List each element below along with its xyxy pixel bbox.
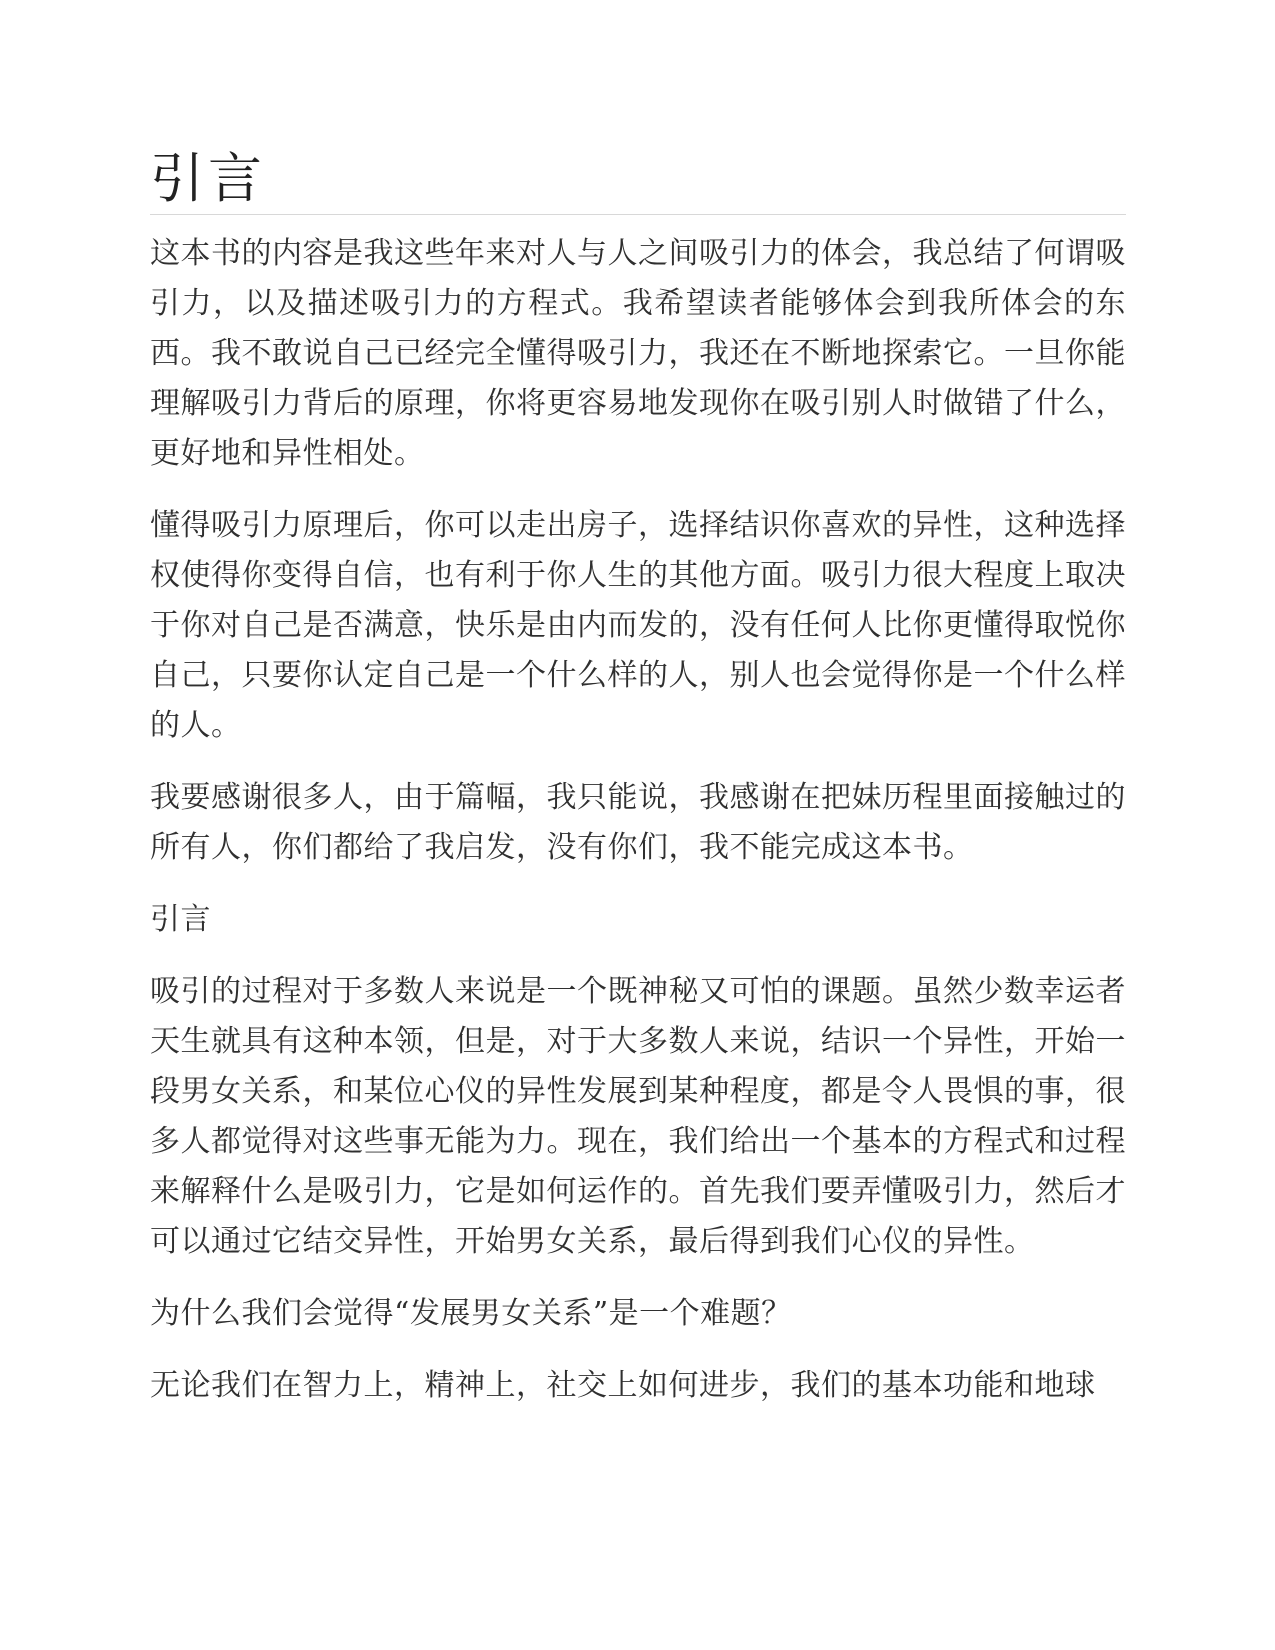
- document-page: [150, 140, 1126, 1433]
- section-question-heading: 为什么我们会觉得“发展男女关系”是一个难题？: [150, 1296, 792, 1331]
- page-title: 引言: [150, 147, 266, 210]
- paragraph-acknowledgements: 我要感谢很多人，由于篇幅，我只能说，我感谢在把妹历程里面接触过的所有人，你们都给了我启发，没有你们，我不能完成这本书。: [150, 780, 1126, 865]
- paragraph-continuation: 无论我们在智力上，精神上，社交上如何进步，我们的基本功能和地球: [150, 1368, 1096, 1403]
- paragraph-attraction-process: 吸引的过程对于多数人来说是一个既神秘又可怕的课题。虽然少数幸运者天生就具有这种本领，但是，对于大多数人来说，结识一个异性，开始一段男女关系，和某位心仪的异性发展到某种程度，都是令人畏惧的事，很多人都觉得对这些事无能为力。现在，我们给出一个基本的方程式和过程来解释什么是吸引力，它是如何运作的。首先我们要弄懂吸引力，然后才可以通过它结交异性，开始男女关系，最后得到我们心仪的异性。: [150, 974, 1126, 1259]
- title-divider: [150, 214, 1126, 215]
- paragraph-preface-content: 这本书的内容是我这些年来对人与人之间吸引力的体会，我总结了何谓吸引力，以及描述吸引力的方程式。我希望读者能够体会到我所体会的东西。我不敢说自己已经完全懂得吸引力，我还在不断地探索它。一旦你能理解吸引力背后的原理，你将更容易地发现你在吸引别人时做错了什么，更好地和异性相处。: [150, 236, 1126, 471]
- paragraph-attraction-principle: 懂得吸引力原理后，你可以走出房子，选择结识你喜欢的异性，这种选择权使得你变得自信，也有利于你人生的其他方面。吸引力很大程度上取决于你对自己是否满意，快乐是由内而发的，没有任何人比你更懂得取悦你自己，只要你认定自己是一个什么样的人，别人也会觉得你是一个什么样的人。: [150, 508, 1126, 743]
- section-heading-introduction: 引言: [150, 902, 211, 937]
